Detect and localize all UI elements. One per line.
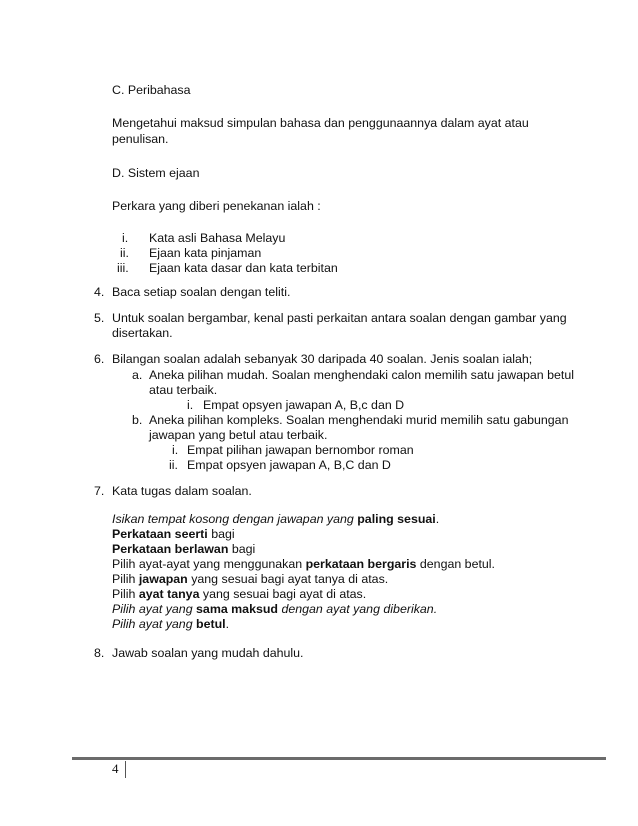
item-number: 6. [94, 352, 105, 366]
list-item: Kata asli Bahasa Melayu [149, 231, 286, 245]
sub-item-letter: a. [132, 368, 143, 382]
item6-b-sub1-text: Empat pilihan jawapan bernombor roman [187, 443, 414, 457]
item7-line8: Pilih ayat yang betul. [112, 617, 230, 631]
item-number: 5. [94, 311, 105, 325]
section-d-heading: D. Sistem ejaan [112, 166, 200, 180]
item7-line6: Pilih ayat tanya yang sesuai bagi ayat di atas. [112, 587, 367, 601]
item6-a-sub-text: Empat opsyen jawapan A, B,c dan D [203, 398, 405, 412]
item7-text: Kata tugas dalam soalan. [112, 484, 252, 498]
item7-line1: Isikan tempat kosong dengan jawapan yang paling sesuai. [112, 512, 440, 526]
list-item: Ejaan kata dasar dan kata terbitan [149, 261, 338, 275]
item7-line4: Pilih ayat-ayat yang menggunakan perkataan bergaris dengan betul. [112, 557, 495, 571]
item-number: 4. [94, 285, 105, 299]
item7-line7: Pilih ayat yang sama maksud dengan ayat yang diberikan. [112, 602, 438, 616]
item6-b-line1: Aneka pilihan kompleks. Soalan menghendaki murid memilih satu gabungan [149, 413, 569, 427]
roman-numeral: i. [187, 398, 194, 412]
item6-b-line2: jawapan yang betul atau terbaik. [149, 428, 328, 442]
roman-numeral: ii. [169, 458, 178, 472]
list-item: Ejaan kata pinjaman [149, 246, 262, 260]
item5-line1: Untuk soalan bergambar, kenal pasti perkaitan antara soalan dengan gambar yang [112, 311, 567, 325]
item6-text: Bilangan soalan adalah sebanyak 30 daripada 40 soalan. Jenis soalan ialah; [112, 352, 533, 366]
page-number: 4 [112, 761, 119, 776]
item8-text: Jawab soalan yang mudah dahulu. [112, 646, 304, 660]
roman-numeral: ii. [120, 246, 129, 260]
item7-line2: Perkataan seerti bagi [112, 527, 235, 541]
section-c-body-line2: penulisan. [112, 132, 169, 146]
item-number: 8. [94, 646, 105, 660]
page-number-divider [125, 761, 126, 778]
roman-numeral: i. [172, 443, 179, 457]
item-number: 7. [94, 484, 105, 498]
item6-a-line2: atau terbaik. [149, 383, 218, 397]
roman-numeral: i. [122, 231, 129, 245]
item7-line3: Perkataan berlawan bagi [112, 542, 256, 556]
footer-rule [72, 757, 606, 760]
roman-numeral: iii. [117, 261, 129, 275]
item6-b-sub2-text: Empat opsyen jawapan A, B,C dan D [187, 458, 391, 472]
section-d-intro: Perkara yang diberi penekanan ialah : [112, 199, 321, 213]
item7-line5: Pilih jawapan yang sesuai bagi ayat tanya di atas. [112, 572, 389, 586]
sub-item-letter: b. [132, 413, 143, 427]
section-c-body-line1: Mengetahui maksud simpulan bahasa dan penggunaannya dalam ayat atau [112, 116, 529, 130]
item5-line2: disertakan. [112, 326, 173, 340]
section-c-heading: C. Peribahasa [112, 83, 191, 97]
item6-a-line1: Aneka pilihan mudah. Soalan menghendaki calon memilih satu jawapan betul [149, 368, 574, 382]
item4-text: Baca setiap soalan dengan teliti. [112, 285, 291, 299]
